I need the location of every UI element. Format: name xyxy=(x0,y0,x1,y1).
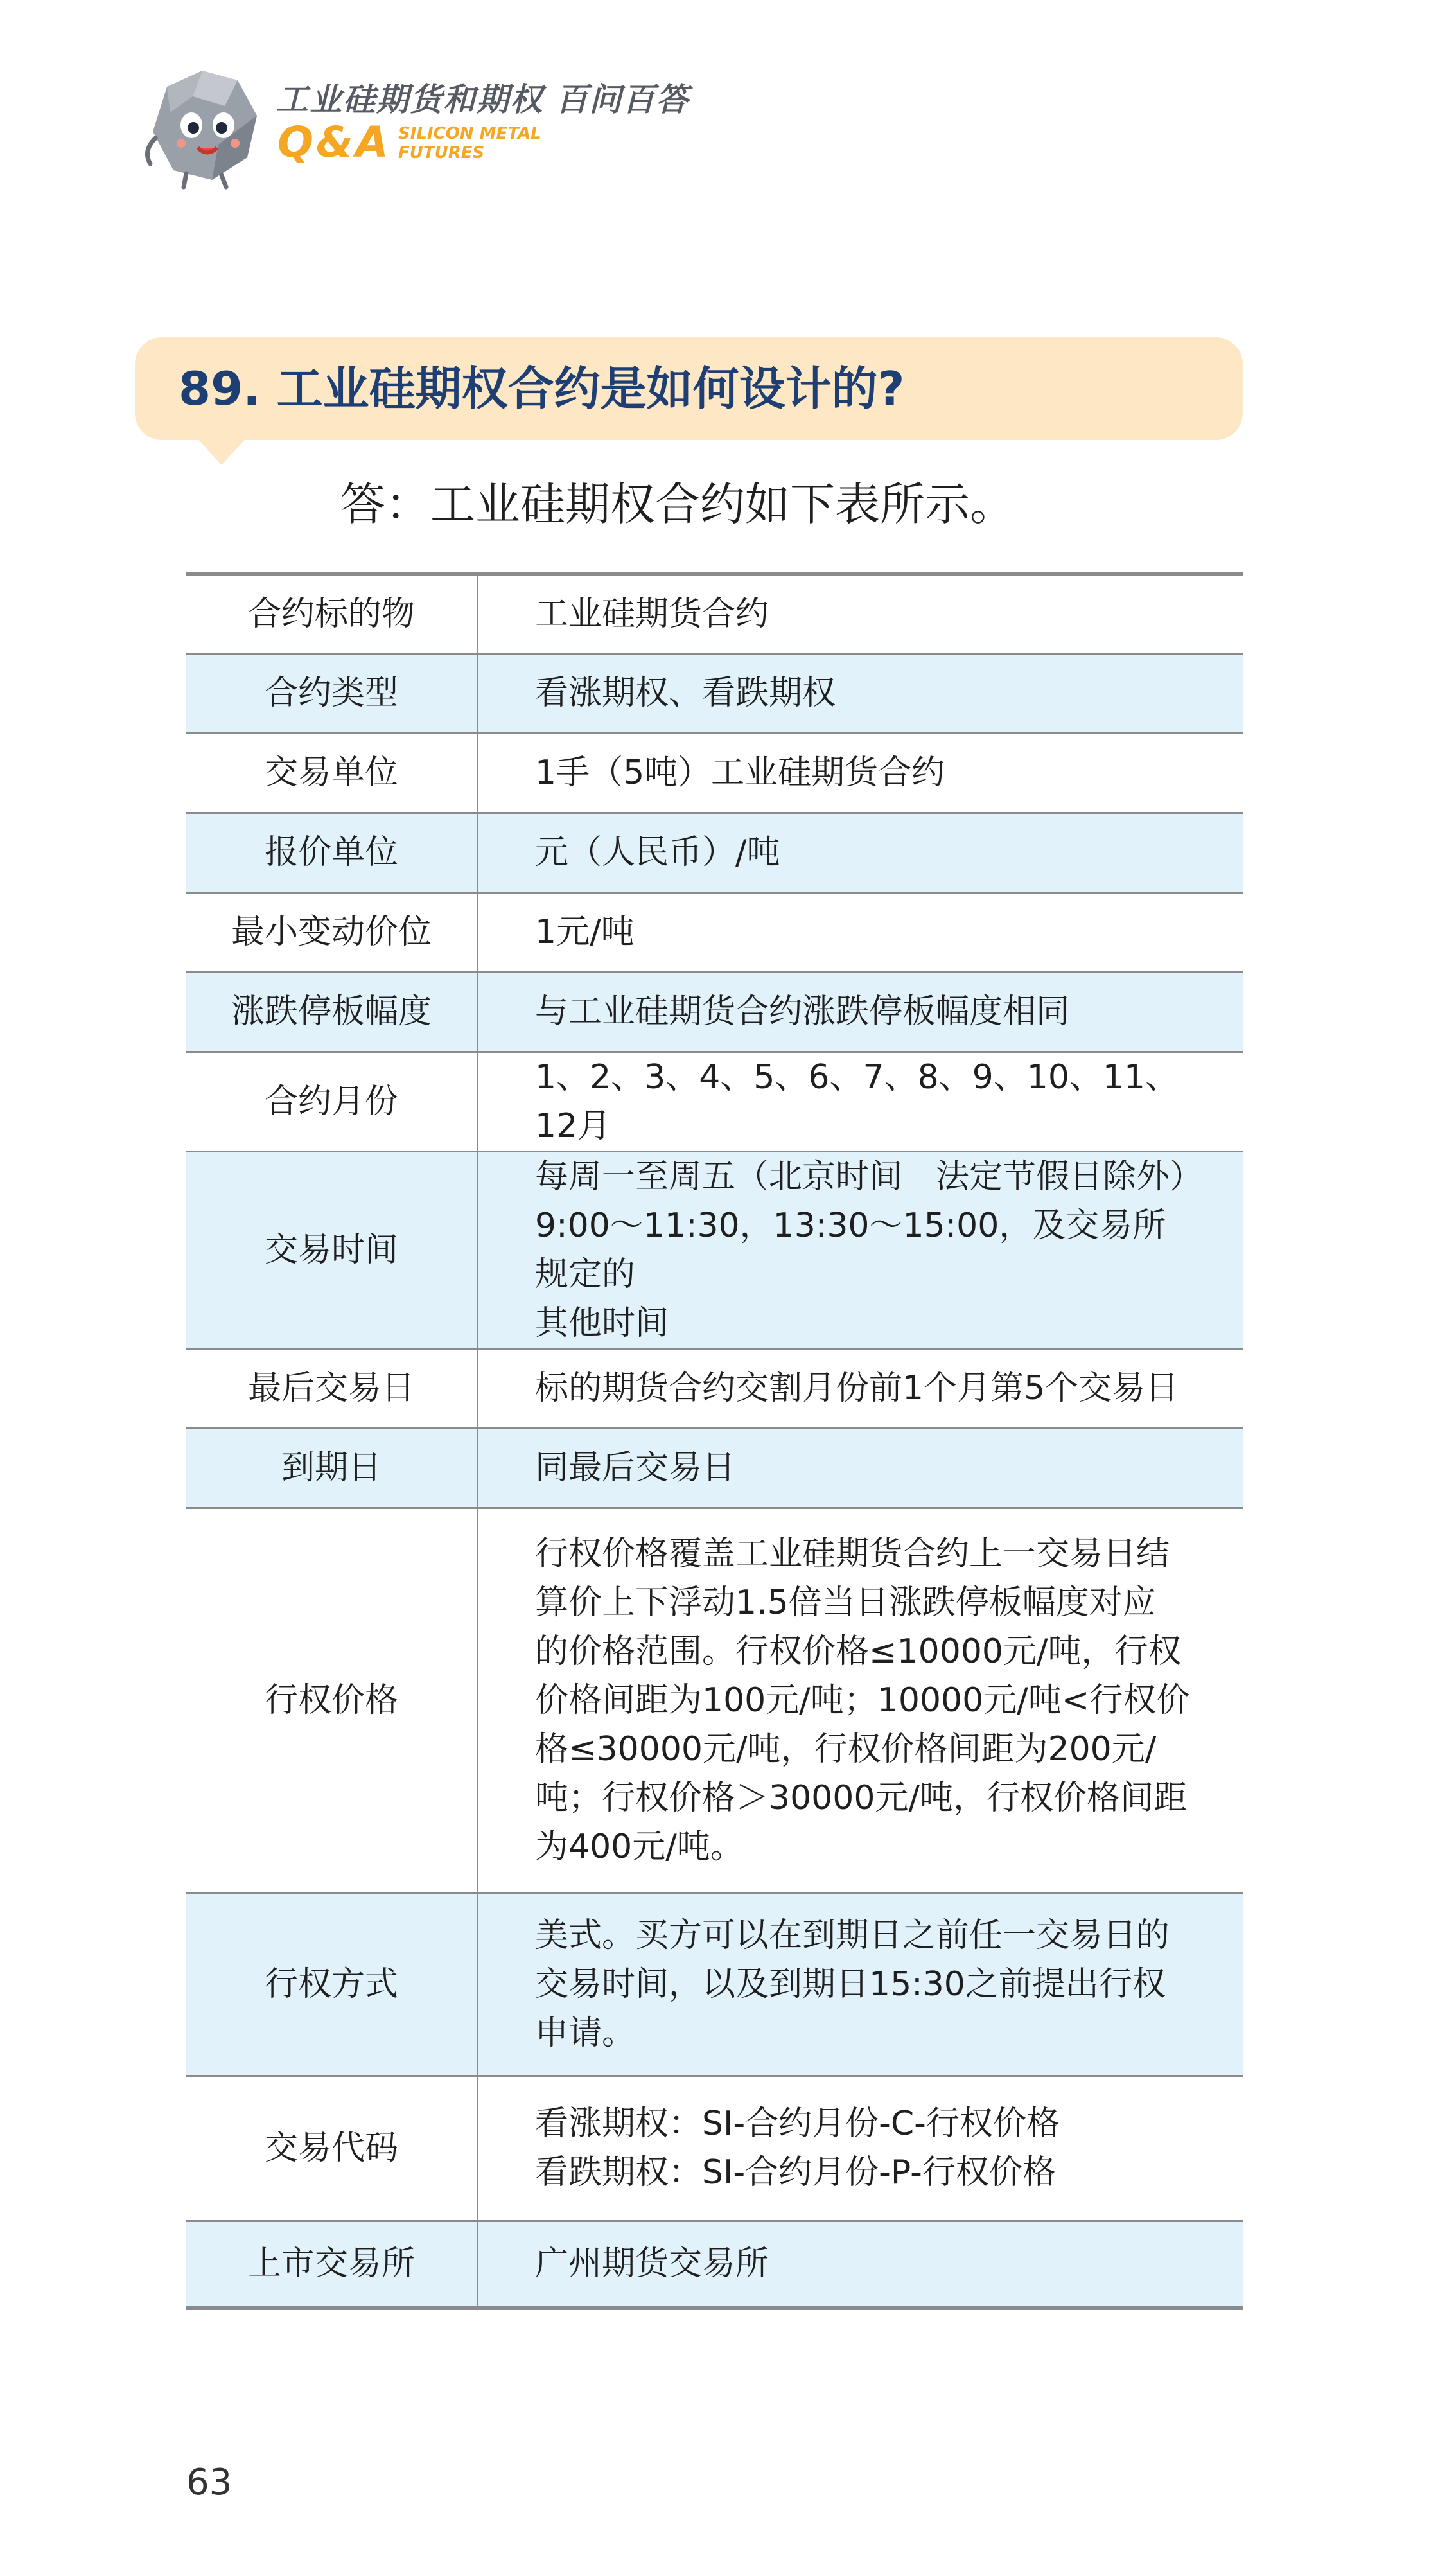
brand-qa: Q&A xyxy=(277,118,391,167)
table-row xyxy=(186,1052,1243,1151)
table-value-line: 算价上下浮动1.5倍当日涨跌停板幅度对应 xyxy=(535,1583,1156,1622)
table-value xyxy=(478,1151,1243,1348)
table-value-line: 看跌期权：SI-合约月份-P-行权价格 xyxy=(535,2153,1056,2192)
table-value-line: 1、2、3、4、5、6、7、8、9、10、11、12月 xyxy=(535,1057,1179,1145)
table-value xyxy=(478,574,1243,653)
brand-title: 工业硅期货和期权 百问百答 xyxy=(276,81,690,118)
table-value-line: 看涨期权、看跌期权 xyxy=(535,674,836,712)
table-value-line: 交易时间，以及到期日15:30之前提出行权 xyxy=(535,1965,1166,2004)
table-value-line: 为400元/吨。 xyxy=(535,1828,744,1866)
table-value xyxy=(478,1893,1243,2076)
table-value-line: 1手（5吨）工业硅期货合约 xyxy=(535,754,945,792)
answer-text: 答：工业硅期权合约如下表所示。 xyxy=(340,478,1015,531)
table-key: 涨跌停板幅度 xyxy=(186,972,478,1052)
table-row xyxy=(186,574,1243,653)
option-contract-table xyxy=(186,572,1243,2310)
table-key: 交易单位 xyxy=(186,733,478,813)
table-key: 行权价格 xyxy=(186,1508,478,1893)
brand-subtitle-line2: FUTURES xyxy=(398,143,485,163)
table-value-line: 1元/吨 xyxy=(535,913,635,951)
table-row xyxy=(186,2076,1243,2221)
table-value-line: 价格间距为100元/吨；10000元/吨<行权价 xyxy=(535,1681,1190,1720)
table-value xyxy=(478,1348,1243,1428)
table-row xyxy=(186,733,1243,813)
table-value xyxy=(478,653,1243,733)
table-value-line: 吨；行权价格＞30000元/吨，行权价格间距 xyxy=(535,1779,1187,1817)
question-banner xyxy=(135,337,1243,440)
table-value-line: 每周一至周五（北京时间 法定节假日除外） xyxy=(535,1157,1204,1196)
table-key: 合约月份 xyxy=(186,1052,478,1151)
page-number: 63 xyxy=(186,2462,232,2503)
table-value xyxy=(478,972,1243,1052)
table-key: 行权方式 xyxy=(186,1893,478,2076)
table-key: 到期日 xyxy=(186,1428,478,1508)
brand-subtitle-line1: SILICON METAL xyxy=(398,124,541,143)
table-key: 最后交易日 xyxy=(186,1348,478,1428)
table-key: 合约标的物 xyxy=(186,574,478,653)
table-value-line: 工业硅期货合约 xyxy=(535,594,769,633)
table-row xyxy=(186,1428,1243,1508)
question-text: 89. 工业硅期权合约是如何设计的? xyxy=(179,362,905,416)
table-value-line: 美式。买方可以在到期日之前任一交易日的 xyxy=(535,1916,1170,1955)
table-value-line: 其他时间 xyxy=(535,1303,669,1343)
table-key: 上市交易所 xyxy=(186,2221,478,2308)
table-value-line: 标的期货合约交割月份前1个月第5个交易日 xyxy=(535,1369,1179,1407)
table-value xyxy=(478,892,1243,972)
table-value-line: 申请。 xyxy=(535,2014,636,2052)
table-row xyxy=(186,892,1243,972)
table-value xyxy=(478,813,1243,892)
brand-subtitle xyxy=(398,124,541,163)
table-value-line: 同最后交易日 xyxy=(535,1449,736,1487)
table-key: 交易代码 xyxy=(186,2076,478,2221)
table-row xyxy=(186,813,1243,892)
silicon-mascot-icon xyxy=(141,61,270,190)
table-row xyxy=(186,972,1243,1052)
table-value-line: 格≤30000元/吨，行权价格间距为200元/ xyxy=(535,1730,1157,1768)
table-value xyxy=(478,733,1243,813)
table-value-line: 与工业硅期货合约涨跌停板幅度相同 xyxy=(535,992,1070,1031)
table-value xyxy=(478,1508,1243,1893)
table-key: 最小变动价位 xyxy=(186,892,478,972)
table-value xyxy=(478,2221,1243,2308)
table-value-line: 9:00～11:30，13:30～15:00，及交易所规定的 xyxy=(535,1206,1166,1294)
table-value xyxy=(478,1428,1243,1508)
table-value-line: 广州期货交易所 xyxy=(535,2245,769,2284)
table-row xyxy=(186,1893,1243,2076)
table-row xyxy=(186,1508,1243,1893)
table-value-line: 的价格范围。行权价格≤10000元/吨，行权 xyxy=(535,1632,1182,1671)
question-banner-tail xyxy=(196,437,247,465)
table-key: 报价单位 xyxy=(186,813,478,892)
table-row xyxy=(186,1151,1243,1348)
table-key: 交易时间 xyxy=(186,1151,478,1348)
table-row xyxy=(186,2221,1243,2308)
table-value xyxy=(478,2076,1243,2221)
table-row xyxy=(186,1348,1243,1428)
table-row xyxy=(186,653,1243,733)
table-value-line: 行权价格覆盖工业硅期货合约上一交易日结 xyxy=(535,1535,1170,1573)
table-value xyxy=(478,1052,1243,1151)
table-key: 合约类型 xyxy=(186,653,478,733)
table-value-line: 元（人民币）/吨 xyxy=(535,833,780,872)
table-value-line: 看涨期权：SI-合约月份-C-行权价格 xyxy=(535,2104,1060,2143)
page-header xyxy=(141,61,719,190)
